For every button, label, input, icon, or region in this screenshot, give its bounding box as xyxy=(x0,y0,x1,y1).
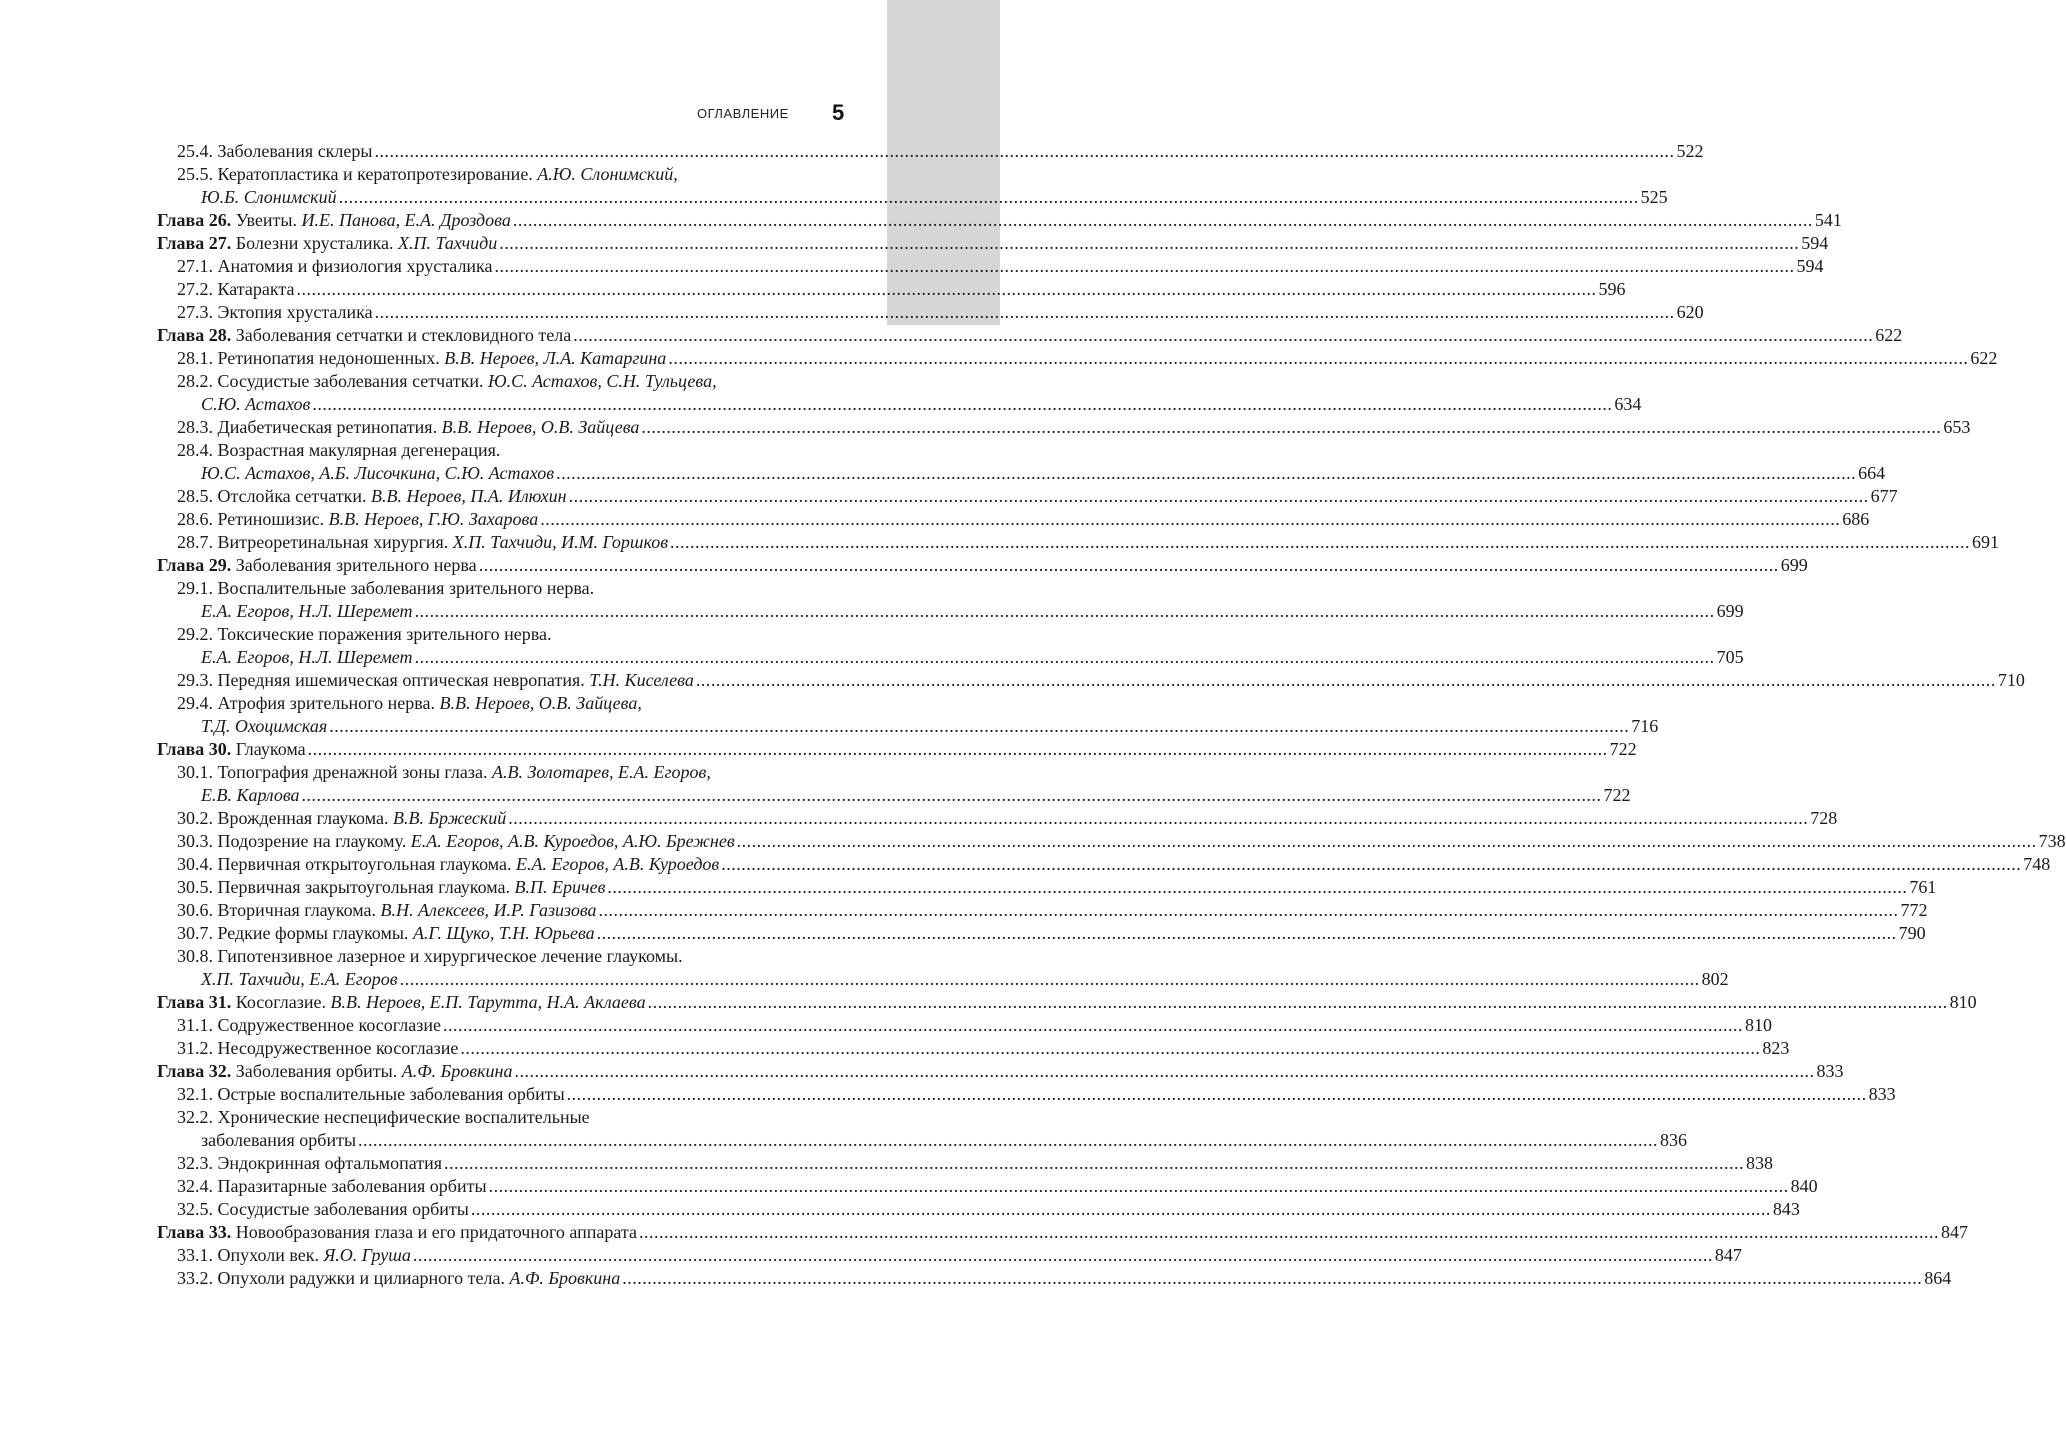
toc-entry xyxy=(157,439,843,462)
toc-entry-text xyxy=(201,646,413,669)
toc-entry-text xyxy=(177,1083,565,1106)
toc-entry-title: Косоглазие. xyxy=(235,992,326,1012)
toc-entry xyxy=(157,393,1642,416)
dot-leader xyxy=(329,715,1629,738)
toc-entry-title: Увеиты. xyxy=(235,210,297,230)
toc-entry-title: 29.2. Токсические поражения зрительного нерва. xyxy=(177,624,552,644)
dot-leader xyxy=(514,1060,1814,1083)
toc-page-number: 728 xyxy=(1810,808,1838,828)
dot-leader xyxy=(622,1267,1922,1290)
toc-entry xyxy=(157,853,2051,876)
dot-leader xyxy=(668,347,1968,370)
toc-entry-text xyxy=(201,186,337,209)
toc-entry-text xyxy=(201,1129,356,1152)
toc-entry-title: 29.3. Передняя ишемическая оптическая невропатия. xyxy=(177,670,585,690)
toc-entry xyxy=(157,692,843,715)
toc-page-number: 738 xyxy=(2038,831,2066,851)
toc-entry-title: 33.2. Опухоли радужки и цилиарного тела. xyxy=(177,1268,505,1288)
toc-page-number: 705 xyxy=(1716,647,1744,667)
dot-leader xyxy=(696,669,1996,692)
toc-entry-text xyxy=(177,945,683,968)
toc-entry-text xyxy=(177,922,595,945)
toc-entry xyxy=(157,646,1744,669)
toc-page-number: 686 xyxy=(1842,509,1870,529)
dot-leader xyxy=(308,738,1608,761)
toc-page-number: 810 xyxy=(1744,1015,1772,1035)
toc-page-number: 772 xyxy=(1900,900,1928,920)
toc-entry-title: Новообразования глаза и его придаточного аппарата xyxy=(235,1222,638,1242)
toc-entry-authors: Е.А. Егоров, А.В. Куроедов, А.Ю. Брежнев xyxy=(410,831,735,851)
toc-page-number: 838 xyxy=(1746,1153,1773,1173)
toc-entry-authors: Е.А. Егоров, А.В. Куроедов xyxy=(516,854,720,874)
toc-entry-title: 28.4. Возрастная макулярная дегенерация. xyxy=(177,440,501,460)
dot-leader xyxy=(312,393,1612,416)
toc-entry xyxy=(157,968,1729,991)
toc-entry-title: 30.2. Врожденная глаукома. xyxy=(177,808,389,828)
toc-entry-title: 33.1. Опухоли век. xyxy=(177,1245,319,1265)
toc-entry xyxy=(157,1267,1952,1290)
dot-leader xyxy=(641,416,1941,439)
toc-entry-text xyxy=(177,1267,620,1290)
toc-entry-text xyxy=(177,531,668,554)
toc-entry xyxy=(157,761,843,784)
toc-entry xyxy=(157,899,1928,922)
dot-leader xyxy=(375,140,1675,163)
toc-page-number: 594 xyxy=(1796,256,1824,276)
toc-page-number: 716 xyxy=(1631,716,1659,736)
toc-entry-authors: Т.Д. Охоцимская xyxy=(201,716,328,736)
toc-entry-title: Болезни хрусталика. xyxy=(235,233,394,253)
dot-leader xyxy=(639,1221,1939,1244)
toc-entry-authors: В.В. Бржеский xyxy=(392,808,507,828)
toc-entry-text xyxy=(177,577,594,600)
toc-entry xyxy=(157,1106,843,1129)
chapter-label: Глава 30. xyxy=(157,739,232,759)
toc-entry-title: 30.3. Подозрение на глаукому. xyxy=(177,831,407,851)
toc-entry-title: Заболевания орбиты. xyxy=(235,1061,398,1081)
toc-page-number: 699 xyxy=(1716,601,1744,621)
toc-entry xyxy=(157,416,1971,439)
toc-entry-title: 28.6. Ретиношизис. xyxy=(177,509,325,529)
toc-entry-text xyxy=(177,140,373,163)
dot-leader xyxy=(567,1083,1867,1106)
toc-page-number: 622 xyxy=(1875,325,1903,345)
toc-page-number: 823 xyxy=(1762,1038,1790,1058)
toc-page-number: 790 xyxy=(1898,923,1926,943)
toc-entry xyxy=(157,140,1704,163)
toc-entry xyxy=(157,255,1824,278)
toc-chapter-entry xyxy=(157,232,1829,255)
toc-entry-title: 28.3. Диабетическая ретинопатия. xyxy=(177,417,438,437)
toc-entry-title: Глаукома xyxy=(235,739,306,759)
toc-chapter-entry xyxy=(157,738,1637,761)
dot-leader xyxy=(400,968,1700,991)
toc-entry-authors: Е.А. Егоров, Н.Л. Шеремет xyxy=(201,647,413,667)
toc-entry-title: 28.1. Ретинопатия недоношенных. xyxy=(177,348,440,368)
chapter-label: Глава 26. xyxy=(157,210,232,230)
toc-entry xyxy=(157,600,1744,623)
dot-leader xyxy=(296,278,1596,301)
toc-page-number: 622 xyxy=(1970,348,1998,368)
toc-entry-title: Заболевания зрительного нерва xyxy=(235,555,477,575)
toc-entry-authors: В.В. Нероев, О.В. Зайцева, xyxy=(439,693,642,713)
dot-leader xyxy=(413,1244,1713,1267)
toc-entry-title: 30.7. Редкие формы глаукомы. xyxy=(177,923,409,943)
toc-entry xyxy=(157,347,1998,370)
dot-leader xyxy=(358,1129,1658,1152)
toc-entry-authors: В.П. Еричев xyxy=(514,877,606,897)
toc-entry-authors: А.В. Золотарев, Е.А. Егоров, xyxy=(491,762,711,782)
toc-entry xyxy=(157,922,1926,945)
toc-entry-text xyxy=(201,600,413,623)
toc-entry-text xyxy=(177,255,493,278)
toc-chapter-entry xyxy=(157,554,1808,577)
toc-entry xyxy=(157,370,843,393)
toc-entry-title: 30.8. Гипотензивное лазерное и хирургическое лечение глаукомы. xyxy=(177,946,683,966)
toc-page-number: 847 xyxy=(1714,1245,1742,1265)
dot-leader xyxy=(721,853,2021,876)
toc-entry xyxy=(157,301,1704,324)
toc-entry-text xyxy=(177,899,597,922)
toc-entry-title: 30.5. Первичная закрытоугольная глаукома. xyxy=(177,877,511,897)
toc-page-number: 833 xyxy=(1868,1084,1896,1104)
toc-entry-text xyxy=(177,1014,441,1037)
toc-entry xyxy=(157,1037,1790,1060)
toc-page-number: 691 xyxy=(1972,532,2000,552)
toc-entry-title: 32.3. Эндокринная офтальмопатия xyxy=(177,1153,442,1173)
toc-entry xyxy=(157,163,843,186)
toc-entry-text xyxy=(157,738,306,761)
toc-entry-title: 27.3. Эктопия хрусталика xyxy=(177,302,373,322)
toc-chapter-entry xyxy=(157,1060,1844,1083)
toc-entry-title: Заболевания сетчатки и стекловидного тела xyxy=(235,325,572,345)
toc-entry-authors: В.В. Нероев, О.В. Зайцева xyxy=(441,417,640,437)
dot-leader xyxy=(599,899,1899,922)
toc-page-number: 722 xyxy=(1603,785,1631,805)
toc-entry xyxy=(157,485,1898,508)
toc-entry xyxy=(157,531,2000,554)
dot-leader xyxy=(489,1175,1789,1198)
toc-entry-text xyxy=(157,232,497,255)
toc-page-number: 710 xyxy=(1997,670,2025,690)
toc-entry-title: 31.1. Содружественное косоглазие xyxy=(177,1015,441,1035)
toc-entry-text xyxy=(157,991,646,1014)
dot-leader xyxy=(737,830,2037,853)
dot-leader xyxy=(443,1014,1743,1037)
dot-leader xyxy=(556,462,1856,485)
toc-entry xyxy=(157,508,1870,531)
toc-entry-authors: Х.П. Тахчиди, И.М. Горшков xyxy=(452,532,669,552)
toc-entry xyxy=(157,1083,1896,1106)
toc-entry-authors: Ю.С. Астахов, А.Б. Лисочкина, С.Ю. Астахов xyxy=(201,463,555,483)
toc-entry-title: 30.1. Топография дренажной зоны глаза. xyxy=(177,762,488,782)
toc-page-number: 596 xyxy=(1598,279,1626,299)
toc-entry-text xyxy=(177,1106,590,1129)
chapter-label: Глава 33. xyxy=(157,1222,232,1242)
dot-leader xyxy=(339,186,1639,209)
toc-entry-text xyxy=(157,324,571,347)
toc-entry-text xyxy=(177,1244,411,1267)
toc-entry-text xyxy=(177,1198,469,1221)
dot-leader xyxy=(513,209,1813,232)
toc-page-number: 634 xyxy=(1614,394,1642,414)
toc-entry-authors: С.Ю. Астахов xyxy=(201,394,311,414)
toc-entry-text xyxy=(177,347,666,370)
toc-entry-text xyxy=(157,554,477,577)
toc-entry-title: 30.4. Первичная открытоугольная глаукома. xyxy=(177,854,512,874)
toc-entry xyxy=(157,715,1659,738)
toc-entry-authors: В.В. Нероев, Е.П. Тарутта, Н.А. Аклаева xyxy=(330,992,646,1012)
toc-page-number: 833 xyxy=(1816,1061,1844,1081)
toc-entry-authors: Е.А. Егоров, Н.Л. Шеремет xyxy=(201,601,413,621)
toc-entry-text xyxy=(201,462,554,485)
toc-entry-text xyxy=(177,761,711,784)
toc-entry-authors: В.В. Нероев, П.А. Илюхин xyxy=(371,486,567,506)
toc-entry-title: 25.5. Кератопластика и кератопротезирование. xyxy=(177,164,533,184)
dot-leader xyxy=(648,991,1948,1014)
dot-leader xyxy=(597,922,1897,945)
toc-page-number: 840 xyxy=(1790,1176,1818,1196)
dot-leader xyxy=(479,554,1779,577)
chapter-label: Глава 31. xyxy=(157,992,232,1012)
toc-chapter-entry xyxy=(157,991,1977,1014)
dot-leader xyxy=(670,531,1970,554)
chapter-label: Глава 27. xyxy=(157,233,232,253)
toc-entry-authors: В.В. Нероев, Г.Ю. Захарова xyxy=(328,509,539,529)
toc-page-number: 761 xyxy=(1909,877,1937,897)
toc-entry xyxy=(157,784,1631,807)
toc-entry-title: 27.2. Катаракта xyxy=(177,279,295,299)
toc-entry-text xyxy=(177,830,735,853)
toc-entry-title: 29.1. Воспалительные заболевания зрительного нерва. xyxy=(177,578,595,598)
toc-entry-text xyxy=(177,439,500,462)
toc-page-number: 864 xyxy=(1924,1268,1952,1288)
toc-entry xyxy=(157,278,1626,301)
page-number: 5 xyxy=(832,100,845,125)
toc-entry-authors: И.Е. Панова, Е.А. Дроздова xyxy=(301,210,511,230)
toc-entry-title: 32.2. Хронические неспецифические воспалительные xyxy=(177,1107,590,1127)
toc-entry-title: 32.1. Острые воспалительные заболевания орбиты xyxy=(177,1084,565,1104)
toc-entry-text xyxy=(177,807,506,830)
toc-entry-text xyxy=(201,968,398,991)
dot-leader xyxy=(495,255,1795,278)
toc-entry-authors: А.Ф. Бровкина xyxy=(401,1061,513,1081)
toc-entry-authors: Х.П. Тахчиди, Е.А. Егоров xyxy=(201,969,398,989)
toc-entry-authors: Т.Н. Киселева xyxy=(589,670,694,690)
toc-entry xyxy=(157,669,2025,692)
toc-entry-text xyxy=(177,1175,487,1198)
toc-entry-title: 28.2. Сосудистые заболевания сетчатки. xyxy=(177,371,484,391)
toc-entry-title: 28.5. Отслойка сетчатки. xyxy=(177,486,367,506)
toc-entry-text xyxy=(177,853,719,876)
dot-leader xyxy=(415,646,1715,669)
toc-entry-authors: Х.П. Тахчиди xyxy=(397,233,498,253)
toc-entry-text xyxy=(177,508,538,531)
toc-page-number: 836 xyxy=(1660,1130,1688,1150)
dot-leader xyxy=(499,232,1799,255)
toc-entry xyxy=(157,577,843,600)
toc-entry-title: 31.2. Несодружественное косоглазие xyxy=(177,1038,459,1058)
toc-entry-authors: А.Ю. Слонимский, xyxy=(537,164,678,184)
toc-entry-text xyxy=(157,1060,512,1083)
chapter-label: Глава 32. xyxy=(157,1061,232,1081)
toc-page-number: 541 xyxy=(1814,210,1842,230)
toc-page-number: 748 xyxy=(2023,854,2051,874)
toc-entry-text xyxy=(177,370,717,393)
dot-leader xyxy=(607,876,1907,899)
toc-entry-title: заболевания орбиты xyxy=(201,1130,357,1150)
toc-entry xyxy=(157,623,843,646)
toc-entry-title: 27.1. Анатомия и физиология хрусталика xyxy=(177,256,493,276)
dot-leader xyxy=(569,485,1869,508)
toc-entry-text xyxy=(177,1152,442,1175)
toc-entry xyxy=(157,462,1886,485)
toc-entry xyxy=(157,876,1937,899)
toc-entry xyxy=(157,1014,1772,1037)
dot-leader xyxy=(444,1152,1744,1175)
toc-chapter-entry xyxy=(157,1221,1969,1244)
toc-entry-text xyxy=(177,416,639,439)
chapter-label: Глава 28. xyxy=(157,325,232,345)
dot-leader xyxy=(460,1037,1760,1060)
toc-entry-authors: А.Г. Щуко, Т.Н. Юрьева xyxy=(412,923,595,943)
toc-chapter-entry xyxy=(157,209,1842,232)
toc-page-number: 594 xyxy=(1801,233,1829,253)
toc-entry-title: 28.7. Витреоретинальная хирургия. xyxy=(177,532,449,552)
toc-page-number: 722 xyxy=(1609,739,1637,759)
toc-entry-title: 29.4. Атрофия зрительного нерва. xyxy=(177,693,435,713)
toc-entry-title: 32.4. Паразитарные заболевания орбиты xyxy=(177,1176,487,1196)
toc-entry-authors: А.Ф. Бровкина xyxy=(509,1268,621,1288)
toc-entry xyxy=(157,1244,1742,1267)
dot-leader xyxy=(302,784,1602,807)
toc-entry xyxy=(157,1175,1818,1198)
dot-leader xyxy=(375,301,1675,324)
toc-entry-authors: В.Н. Алексеев, И.Р. Газизова xyxy=(380,900,597,920)
toc-entry xyxy=(157,186,1668,209)
toc-page-number: 802 xyxy=(1701,969,1729,989)
toc-page-number: 620 xyxy=(1676,302,1704,322)
dot-leader xyxy=(471,1198,1771,1221)
toc-page-number: 664 xyxy=(1858,463,1886,483)
dot-leader xyxy=(508,807,1808,830)
toc-entry xyxy=(157,945,843,968)
running-header-title: ОГЛАВЛЕНИЕ xyxy=(697,106,789,121)
toc-entry-text xyxy=(201,784,300,807)
toc-page-number: 525 xyxy=(1640,187,1668,207)
toc-entry-authors: Е.В. Карлова xyxy=(201,785,300,805)
toc-entry xyxy=(157,1152,1773,1175)
toc-entry xyxy=(157,1129,1688,1152)
toc-entry-authors: Я.О. Груша xyxy=(323,1245,411,1265)
table-of-contents xyxy=(157,140,2066,1290)
dot-leader xyxy=(573,324,1873,347)
toc-entry-text xyxy=(157,1221,637,1244)
toc-page-number: 677 xyxy=(1870,486,1898,506)
toc-entry-text xyxy=(201,393,310,416)
dot-leader xyxy=(415,600,1715,623)
toc-entry-text xyxy=(177,876,605,899)
toc-page-number: 810 xyxy=(1949,992,1977,1012)
dot-leader xyxy=(540,508,1840,531)
toc-page-number: 653 xyxy=(1943,417,1971,437)
toc-entry-authors: В.В. Нероев, Л.А. Катаргина xyxy=(444,348,667,368)
toc-entry-title: 32.5. Сосудистые заболевания орбиты xyxy=(177,1199,469,1219)
toc-entry-text xyxy=(201,715,327,738)
toc-page-number: 522 xyxy=(1676,141,1704,161)
toc-page-number: 699 xyxy=(1780,555,1808,575)
toc-entry xyxy=(157,807,1838,830)
toc-entry-authors: Ю.Б. Слонимский xyxy=(201,187,337,207)
toc-entry-text xyxy=(177,692,642,715)
toc-entry-text xyxy=(177,623,552,646)
toc-page-number: 843 xyxy=(1772,1199,1800,1219)
toc-page-number: 847 xyxy=(1941,1222,1969,1242)
toc-entry-authors: Ю.С. Астахов, С.Н. Тульцева, xyxy=(487,371,717,391)
toc-entry-title: 25.4. Заболевания склеры xyxy=(177,141,373,161)
toc-entry-text xyxy=(157,209,511,232)
toc-entry-text xyxy=(177,669,694,692)
toc-chapter-entry xyxy=(157,324,1903,347)
chapter-label: Глава 29. xyxy=(157,555,232,575)
toc-entry-text xyxy=(177,278,294,301)
toc-entry-title: 30.6. Вторичная глаукома. xyxy=(177,900,376,920)
toc-entry-text xyxy=(177,301,373,324)
toc-entry-text xyxy=(177,485,567,508)
toc-entry xyxy=(157,830,2066,853)
toc-entry-text xyxy=(177,1037,458,1060)
toc-entry xyxy=(157,1198,1800,1221)
toc-entry-text xyxy=(177,163,678,186)
